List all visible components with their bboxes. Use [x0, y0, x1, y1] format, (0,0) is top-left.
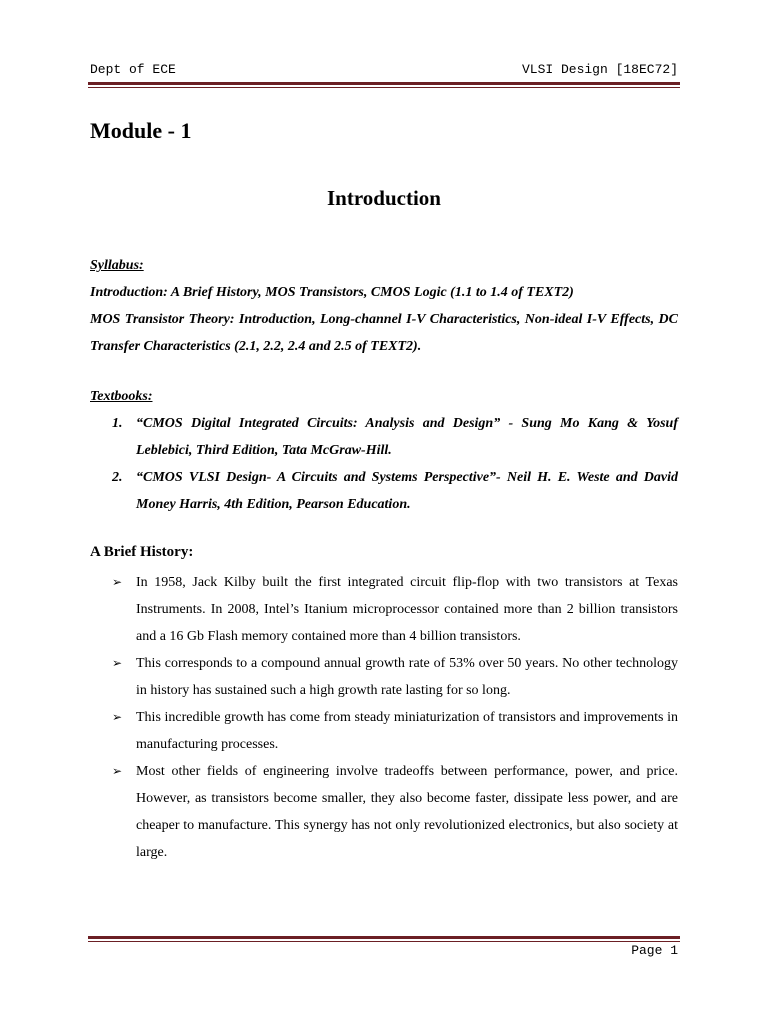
header-rule-thin: [88, 87, 680, 88]
history-bullet-list: [112, 569, 678, 866]
syllabus-line-1: Introduction: A Brief History, MOS Transistors, CMOS Logic (1.1 to 1.4 of TEXT2): [90, 285, 574, 300]
list-item: [112, 650, 678, 704]
textbook-item: [112, 410, 678, 464]
header-rule-thick: [88, 82, 680, 85]
list-item: [112, 704, 678, 758]
page-header: [90, 62, 678, 77]
section-title: Introduction: [327, 186, 441, 210]
arrow-bullet-icon: ➢: [112, 710, 123, 724]
module-title: Module - 1: [90, 118, 192, 143]
arrow-bullet-icon: ➢: [112, 575, 123, 589]
textbook-text: “CMOS Digital Integrated Circuits: Analysis and Design” - Sung Mo Kang & Yosuf Leblebici, Third Edition, Tata McGraw-Hill.: [136, 416, 678, 458]
bullet-text: This incredible growth has come from steady miniaturization of transistors and improvements in manufacturing processes.: [136, 710, 678, 752]
footer-rule-thin: [88, 941, 680, 942]
bullet-text: This corresponds to a compound annual growth rate of 53% over 50 years. No other technology in history has sustained such a high growth rate lasting for so long.: [136, 656, 678, 698]
bullet-text: In 1958, Jack Kilby built the first integrated circuit flip-flop with two transistors at Texas Instruments. In 2008, Intel’s Itanium microprocessor contained more than 2 billion transistors and a 16 Gb Flash memory contained more than 4 billion transistors.: [136, 575, 678, 644]
syllabus-line-2: MOS Transistor Theory: Introduction, Long-channel I-V Characteristics, Non-ideal I-V Effects, DC Transfer Characteristics (2.1, 2.2, 2.4 and 2.5 of TEXT2).: [90, 312, 678, 354]
bullet-text: Most other fields of engineering involve tradeoffs between performance, power, and price. However, as transistors become smaller, they also become faster, dissipate less power, and are cheaper to manufacture. This synergy has not only revolutionized electronics, but also society at large.: [136, 764, 678, 860]
syllabus-section: [90, 252, 678, 360]
header-course: VLSI Design [18EC72]: [521, 62, 678, 77]
list-item: [112, 569, 678, 650]
syllabus-label: Syllabus:: [90, 258, 144, 273]
textbooks-label: Textbooks:: [90, 389, 153, 404]
footer-rule-thick: [88, 936, 680, 939]
textbook-item: [112, 464, 678, 518]
history-heading: A Brief History:: [90, 544, 194, 560]
textbook-number: 2.: [112, 470, 123, 485]
page-number: Page 1: [631, 943, 678, 958]
list-item: [112, 758, 678, 866]
textbooks-label-block: [90, 383, 678, 410]
textbook-text: “CMOS VLSI Design- A Circuits and Systems Perspective”- Neil H. E. Weste and David Money Harris, 4th Edition, Pearson Education.: [136, 470, 678, 512]
textbook-number: 1.: [112, 416, 123, 431]
header-department: Dept of ECE: [90, 62, 176, 77]
textbooks-list: [112, 410, 678, 518]
arrow-bullet-icon: ➢: [112, 656, 123, 670]
arrow-bullet-icon: ➢: [112, 764, 123, 778]
